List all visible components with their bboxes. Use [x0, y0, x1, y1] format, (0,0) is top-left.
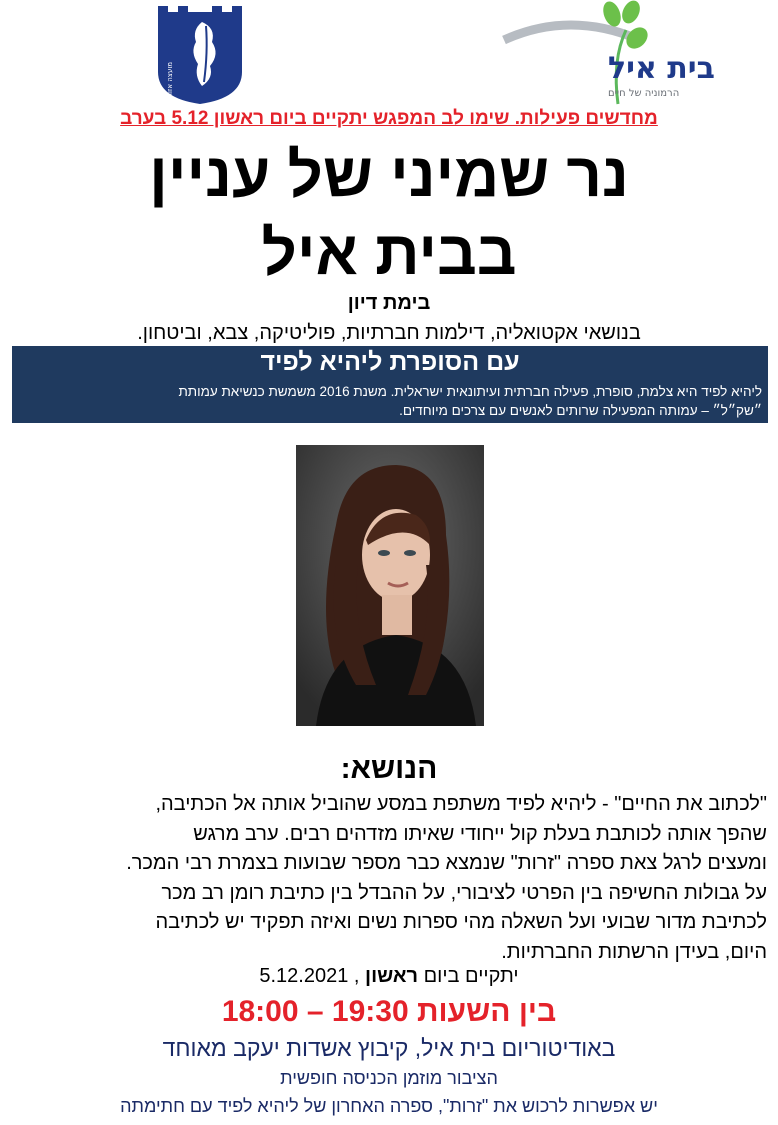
book-note: יש אפשרות לרכוש את "זרות", ספרה האחרון של ליהיא לפיד עם חתימתה [120, 1096, 658, 1116]
logo-tagline: הרמוניה של חיים [608, 88, 680, 99]
subject-description [15, 790, 767, 967]
regional-council-logo [150, 2, 250, 138]
subject-heading: הנושא: [340, 752, 438, 785]
title-line-2: בבית איל [261, 219, 517, 288]
description-line: ומעצים לרגל צאת ספרה "זרות" שנמצא כבר מספר שבועות בצמרת רבי המכר. [126, 852, 767, 874]
date-value: 5.12.2021 [259, 965, 349, 987]
date-prefix: יתקיים ביום [423, 965, 519, 987]
speaker-bio [18, 382, 762, 420]
description-line: "לכתוב את החיים" - ליהיא לפיד משתפת במסע שהוביל אותה אל הכתיבה, [155, 793, 767, 815]
speaker-bio-line: ״שק״ל״ – עמותה המפעילה שרותים לאנשים עם צרכים מיוחדים. [399, 403, 762, 418]
notice-text: מחדשים פעילות. שימו לב המפגש יתקיים ביום ראשון 5.12 בערב [120, 108, 658, 129]
speaker-title: עם הסופרת ליהיא לפיד [260, 348, 520, 376]
date-separator: , [353, 965, 360, 987]
event-venue: באודיטוריום בית איל, קיבוץ אשדות יעקב מאוחד [162, 1035, 616, 1061]
speaker-photo [296, 445, 484, 726]
beit-el-logo [500, 0, 715, 104]
seal-text-left: מועצה אזורית עמק הירדן [166, 62, 174, 138]
description-line: לכתיבת מדור שבועי ועל השאלה מהי ספרות נשים ואיזה תפקיד יש לכתיבה [155, 911, 767, 933]
event-date [0, 965, 778, 988]
description-line: על גבולות החשיפה בין הפרטי לציבורי, על ההבדל בין כתיבת רומן רב מכר [161, 881, 767, 904]
logo-name: בית איל [608, 51, 715, 86]
forum-label: בימת דיון [347, 292, 431, 314]
description-line: שהפך אותה לכותבת בעלת קול ייחודי שאיתו מזדהים רבים. ערב מרגש [193, 822, 767, 845]
title-line-1: נר שמיני של עניין [149, 141, 629, 210]
description-line: היום, בעידן הרשתות החברתיות. [501, 940, 767, 963]
entry-note: הציבור מוזמן הכניסה חופשית [280, 1068, 498, 1088]
speaker-bio-line: ליהיא לפיד היא צלמת, סופרת, פעילה חברתית ועיתונאית ישראלית. משנת 2016 משמשת כנשיאת עמותת [178, 384, 762, 399]
speaker-banner [12, 346, 768, 423]
date-day: ראשון [365, 965, 418, 987]
topics-line: בנושאי אקטואליה, דילמות חברתיות, פוליטיקה, צבא, וביטחון. [137, 322, 641, 344]
event-hours: בין השעות 19:30 – 18:00 [221, 995, 557, 1028]
